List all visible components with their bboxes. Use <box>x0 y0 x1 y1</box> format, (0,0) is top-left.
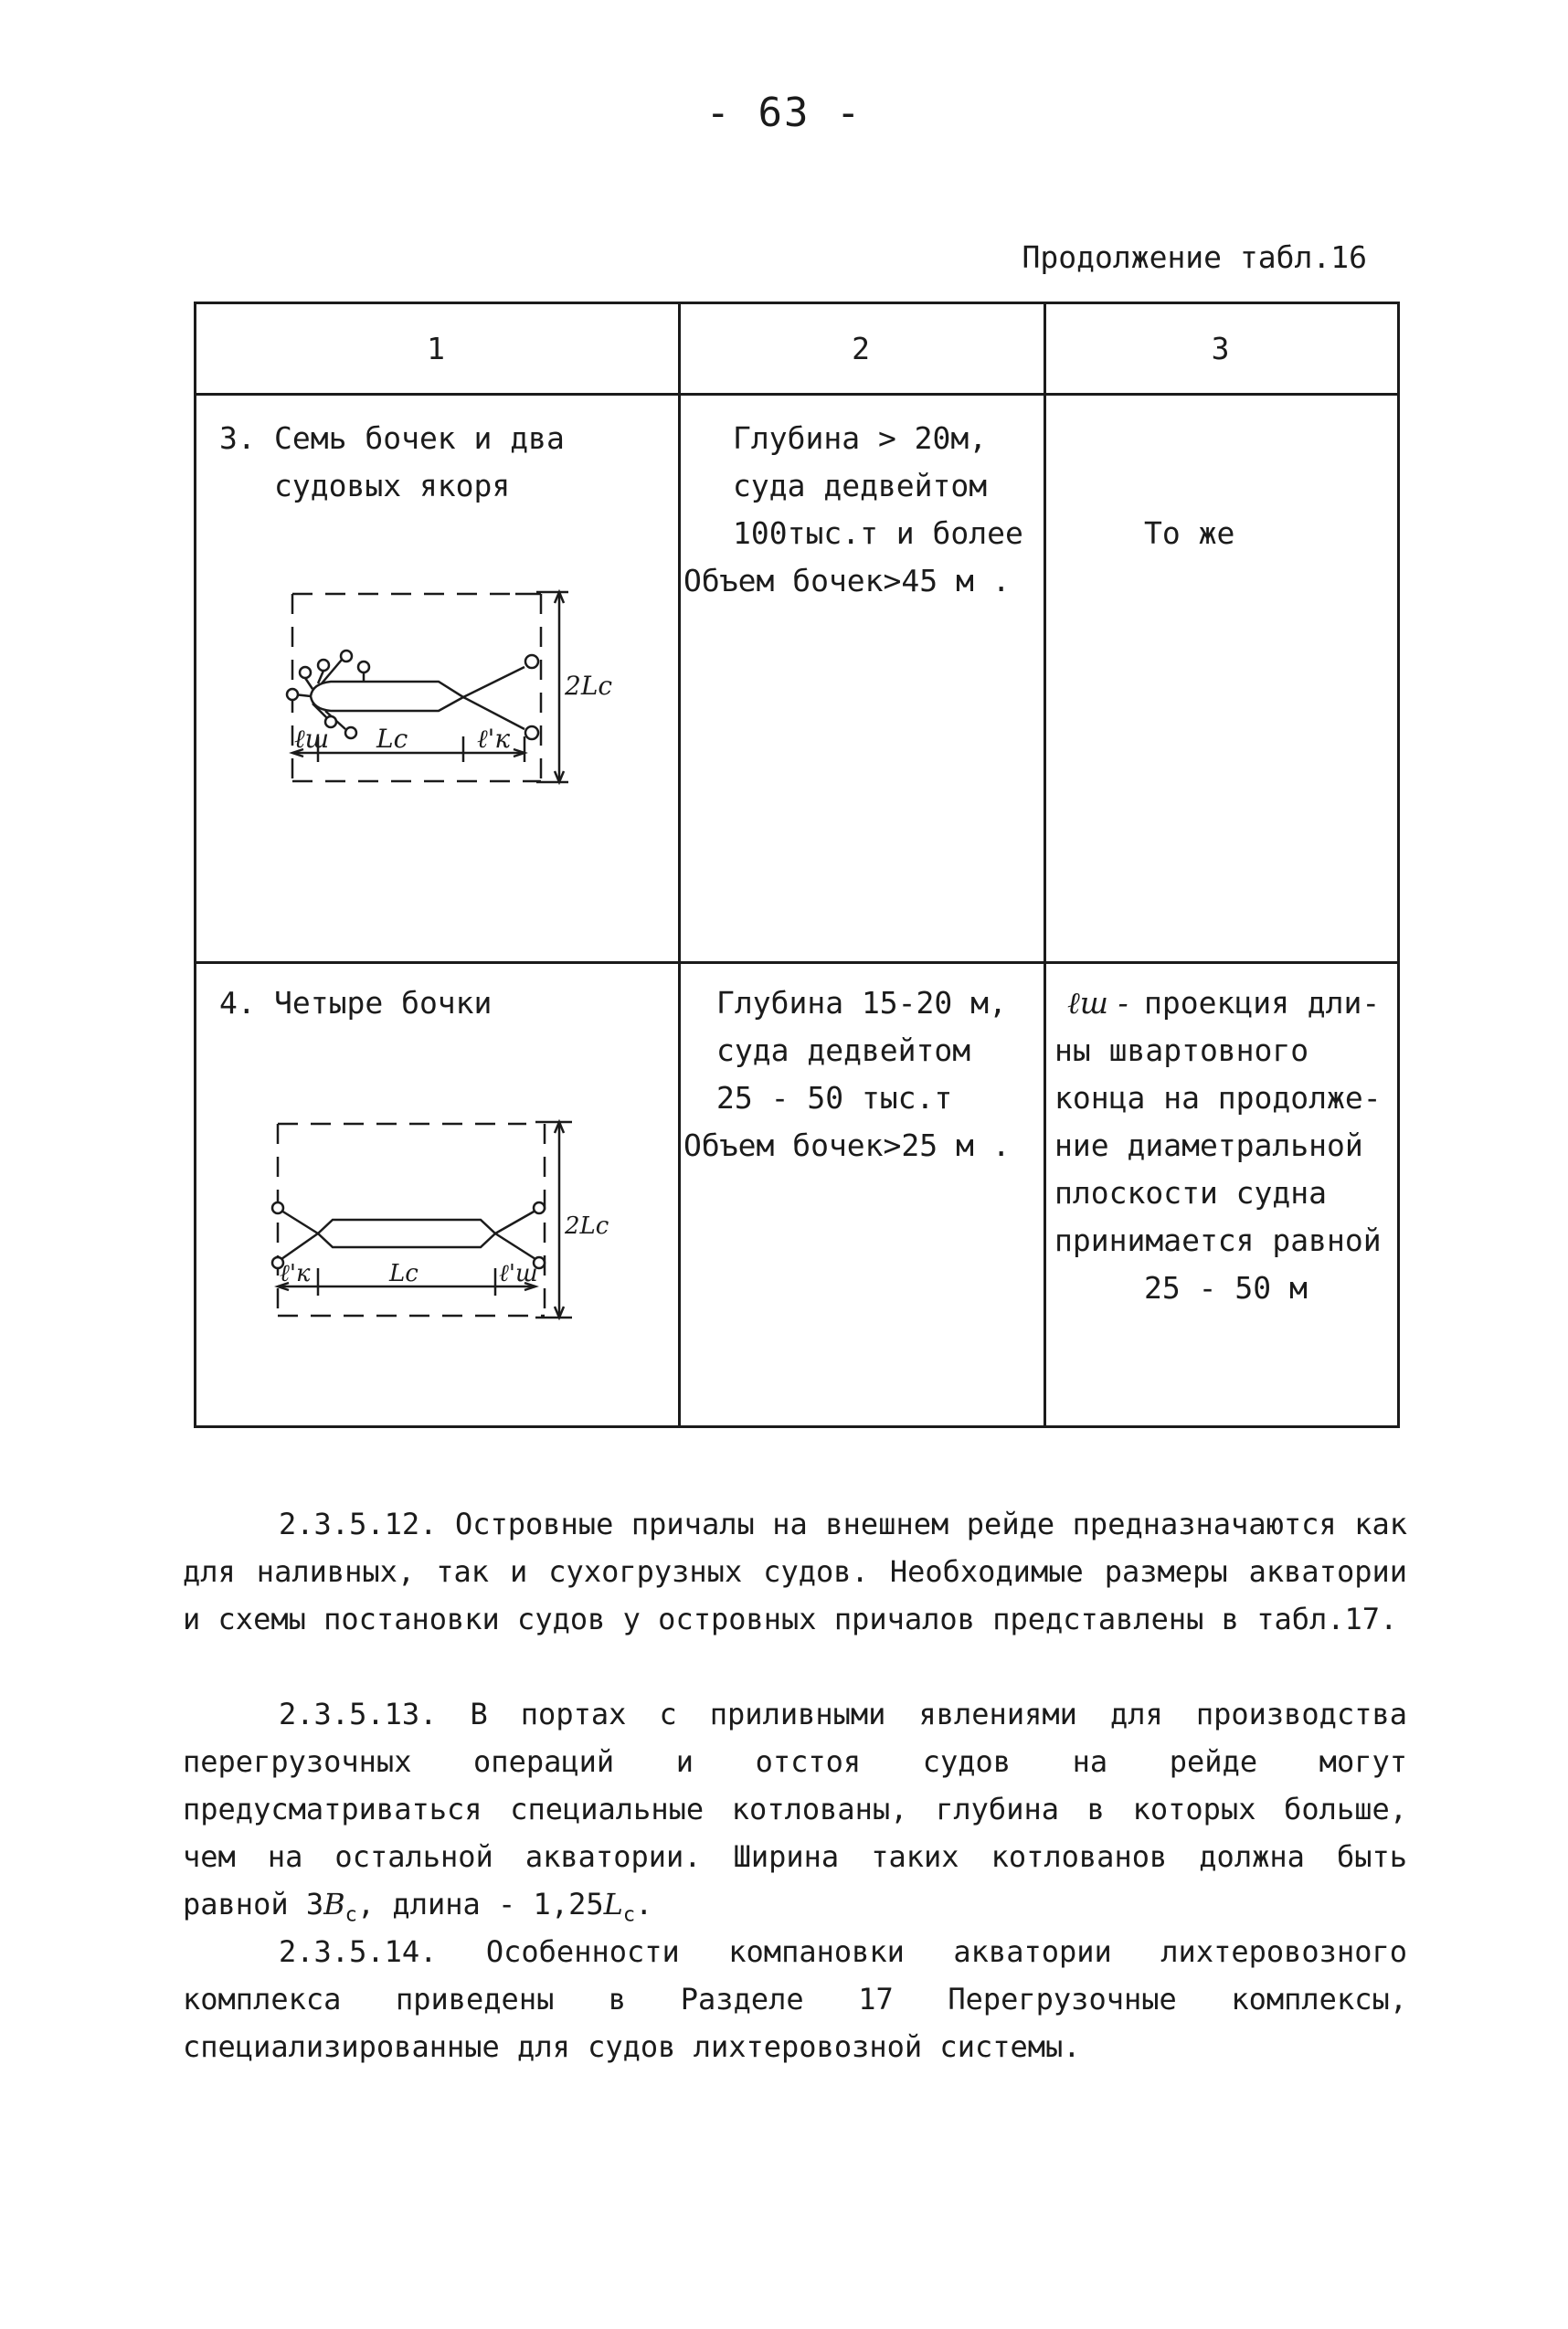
paragraph-2-3-5-13-text-before: 2.3.5.13. В портах с приливными явлениями для производства перегрузочных операций и отстоя судов на рейде могут предусматриваться специальные котлованы, глубина в которых больше, чем на остальной акватории. Ширина таких котлованов должна быть равной 3 <box>183 1697 1407 1921</box>
row3-description-line1: Семь бочек и два <box>274 420 565 456</box>
paragraph-2-3-5-14 <box>183 1928 1407 2070</box>
row3-label-right: ℓ'к <box>477 724 511 754</box>
row3-conditions-line4: Объем бочек>45 м . <box>683 563 1011 598</box>
row3-note: То же <box>1144 515 1235 551</box>
row3-label-middle: Lc <box>376 724 408 754</box>
row4-note-line7: 25 - 50 м <box>1144 1270 1308 1306</box>
paragraph-2-3-5-12-text: 2.3.5.12. Островные причалы на внешнем рейде предназначаются как для наливных, так и сухогрузных судов. Необходимые размеры акватории и схемы постановки судов у островных причалов представлены в табл.17. <box>183 1507 1407 1636</box>
table-left-border <box>194 302 196 1427</box>
table-right-border <box>1397 302 1400 1427</box>
table-top-border <box>194 302 1400 304</box>
paragraph-2-3-5-13-text-after: . <box>635 1887 653 1921</box>
row4-note-symbol: ℓш - <box>1067 985 1128 1021</box>
table-col-divider-1 <box>678 302 681 1427</box>
row4-note-line5: плоскости судна <box>1054 1175 1328 1211</box>
table-caption: Продолжение табл.16 <box>1022 239 1367 275</box>
row4-label-left: ℓ'к <box>280 1260 311 1287</box>
row4-note-line4: ние диаметральной <box>1054 1127 1363 1163</box>
header-col-3: 3 <box>1211 331 1230 366</box>
page-number: - 63 - <box>705 90 863 136</box>
symbol-l: L <box>603 1887 623 1921</box>
row3-number: 3. <box>219 420 256 456</box>
row3-description-line2: судовых якоря <box>274 468 511 503</box>
row4-label-right: ℓ'ш <box>499 1260 538 1287</box>
row4-label-middle: Lc <box>389 1260 418 1287</box>
header-col-2: 2 <box>852 331 870 366</box>
paragraph-2-3-5-12 <box>183 1500 1407 1643</box>
row4-note-line3: конца на продолже- <box>1054 1080 1382 1116</box>
table-bottom-border <box>194 1425 1400 1428</box>
row4-note-line1: проекция дли- <box>1144 985 1381 1021</box>
row4-conditions-line3: 25 - 50 тыс.т <box>716 1080 953 1116</box>
paragraph-2-3-5-14-text: 2.3.5.14. Особенности компановки акватории лихтеровозного комплекса приведены в Разделе 17 Перегрузочные комплексы, специализированные для судов лихтеровозной системы. <box>183 1934 1407 2064</box>
row4-description-line1: Четыре бочки <box>274 985 493 1021</box>
table-header-border <box>194 393 1400 396</box>
row3-conditions-line2: суда дедвейтом <box>733 468 988 503</box>
row3-label-height: 2Lc <box>565 671 613 701</box>
row3-conditions-line3: 100тыс.т и более <box>733 515 1023 551</box>
row4-mooring-diagram <box>270 1106 636 1343</box>
header-col-1: 1 <box>427 331 445 366</box>
row4-note-line6: принимается равной <box>1054 1223 1382 1258</box>
row4-conditions-line4: Объем бочек>25 м . <box>683 1127 1011 1163</box>
paragraph-2-3-5-13 <box>183 1690 1407 1939</box>
row3-mooring-diagram <box>285 576 651 813</box>
symbol-b: B <box>323 1887 345 1921</box>
table-col-divider-2 <box>1044 302 1046 1427</box>
paragraph-2-3-5-13-text-mid: , длина - 1,25 <box>356 1887 604 1921</box>
symbol-l-sub: c <box>622 1903 636 1927</box>
row3-conditions-line1: Глубина > 20м, <box>733 420 988 456</box>
row4-number: 4. <box>219 985 256 1021</box>
row4-conditions-line2: суда дедвейтом <box>716 1032 971 1068</box>
row4-label-height: 2Lc <box>565 1212 609 1240</box>
symbol-b-sub: c <box>344 1903 357 1927</box>
row3-label-left: ℓш <box>294 724 330 754</box>
table-row-divider <box>194 961 1400 964</box>
row4-conditions-line1: Глубина 15-20 м, <box>716 985 1007 1021</box>
table-16-continuation <box>194 302 1400 1427</box>
row4-note-line2: ны швартовного <box>1054 1032 1309 1068</box>
